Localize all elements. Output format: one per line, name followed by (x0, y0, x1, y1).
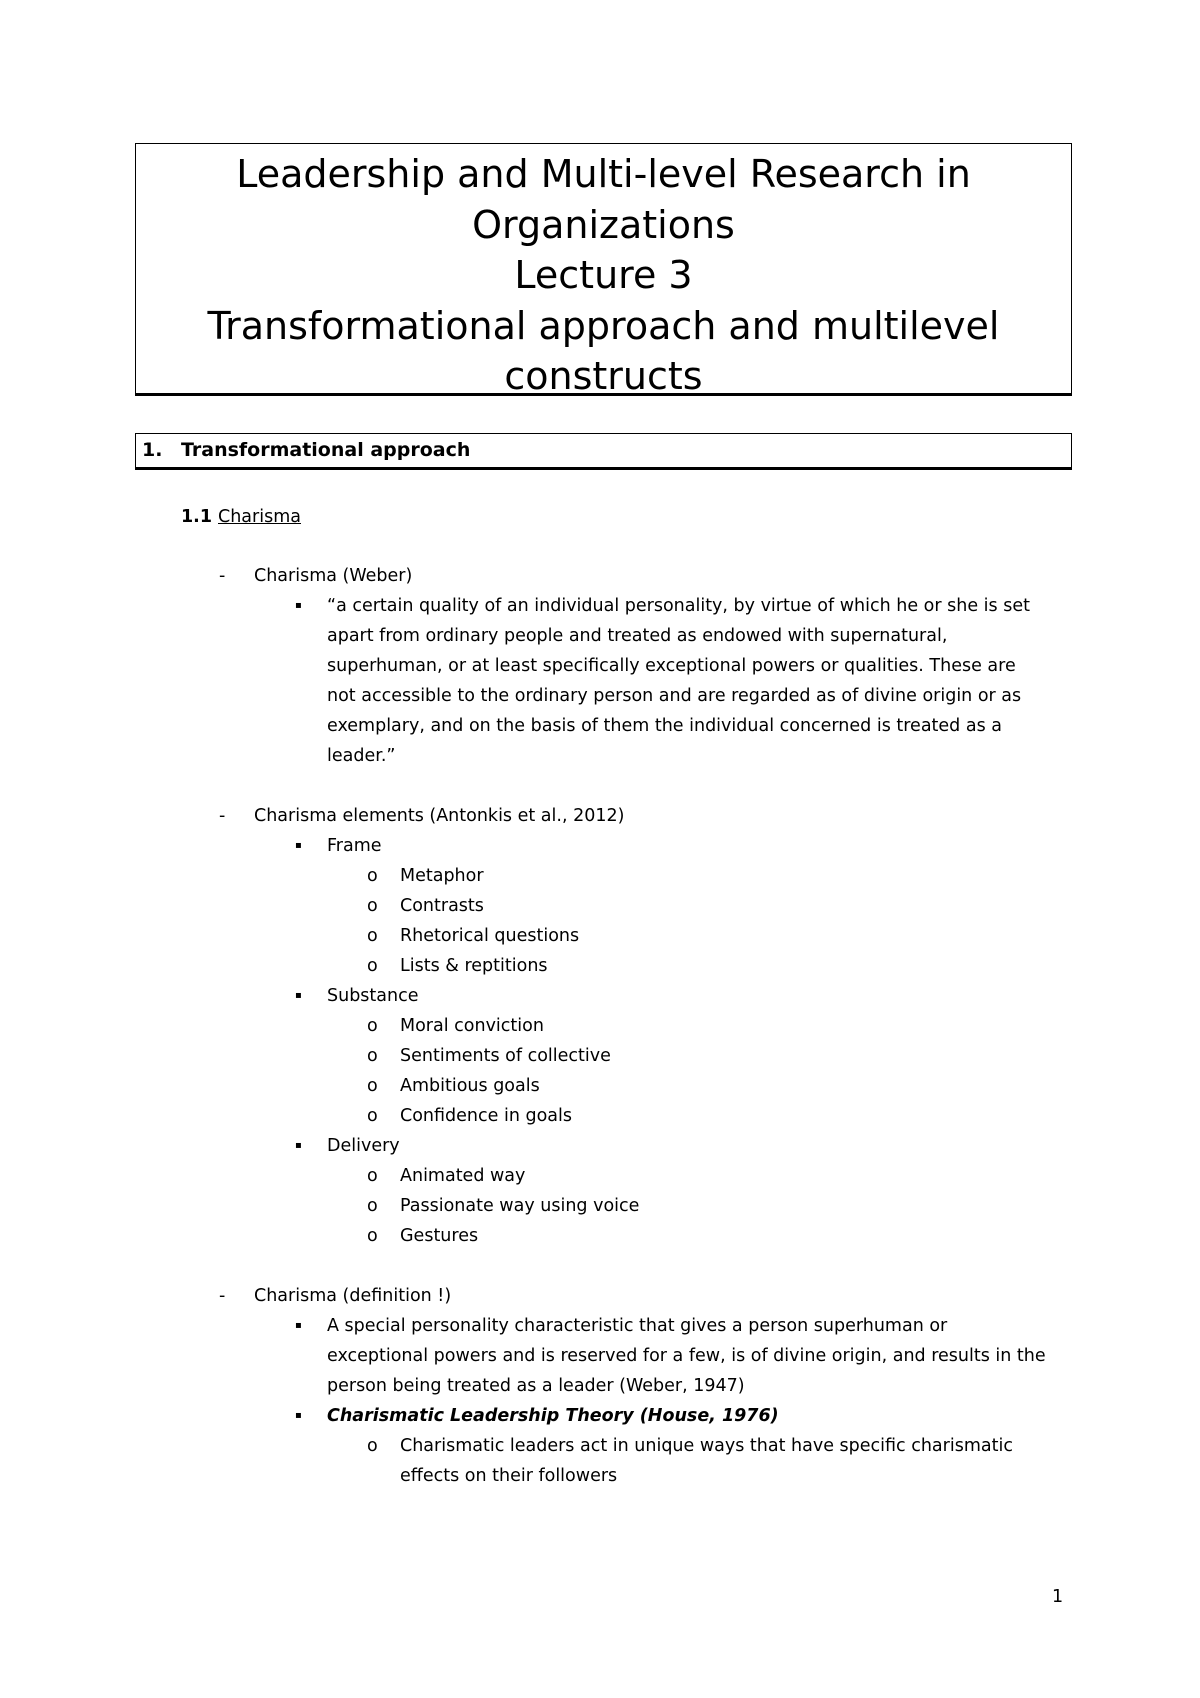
definition-line-1: A special personality characteristic that gives a person superhuman or (327, 1316, 948, 1336)
circle-bullet: o (367, 926, 378, 946)
group-substance: Substance (327, 986, 419, 1006)
weber-quote-line-1: “a certain quality of an individual personality, by virtue of which he or she is set (327, 596, 1030, 616)
circle-bullet: o (367, 1436, 378, 1456)
definition-label: Charisma (definition !) (254, 1286, 452, 1306)
frame-item-1: Metaphor (400, 866, 484, 886)
frame-item-3: Rhetorical questions (400, 926, 580, 946)
circle-bullet: o (367, 896, 378, 916)
group-delivery: Delivery (327, 1136, 400, 1156)
square-bullet: ▪ (295, 1410, 302, 1421)
circle-bullet: o (367, 866, 378, 886)
title-line-4: Transformational approach and multilevel (207, 303, 1000, 348)
document-title-box (135, 143, 1072, 396)
substance-item-4: Confidence in goals (400, 1106, 572, 1126)
circle-bullet: o (367, 1046, 378, 1066)
circle-bullet: o (367, 1016, 378, 1036)
title-line-5: constructs (504, 354, 703, 398)
group-frame: Frame (327, 836, 382, 856)
weber-quote-line-2: apart from ordinary people and treated as endowed with supernatural, (327, 626, 948, 646)
title-line-2: Organizations (472, 202, 735, 247)
circle-bullet: o (367, 1196, 378, 1216)
theory-line-2: effects on their followers (400, 1466, 618, 1486)
weber-quote-line-5: exemplary, and on the basis of them the individual concerned is treated as a (327, 716, 1002, 736)
section-number: 1. (142, 439, 163, 461)
elements-label: Charisma elements (Antonkis et al., 2012) (254, 806, 625, 826)
page-number: 1 (1052, 1587, 1064, 1607)
frame-item-2: Contrasts (400, 896, 484, 916)
substance-item-3: Ambitious goals (400, 1076, 540, 1096)
circle-bullet: o (367, 1226, 378, 1246)
definition-line-2: exceptional powers and is reserved for a few, is of divine origin, and results in the (327, 1346, 1046, 1366)
theory-heading: Charismatic Leadership Theory (House, 1976) (327, 1406, 779, 1426)
weber-quote-line-4: not accessible to the ordinary person and are regarded as of divine origin or as (327, 686, 1022, 706)
delivery-item-3: Gestures (400, 1226, 479, 1246)
delivery-item-1: Animated way (400, 1166, 526, 1186)
subsection-title: Charisma (218, 507, 301, 527)
square-bullet: ▪ (295, 1140, 302, 1151)
substance-item-2: Sentiments of collective (400, 1046, 611, 1066)
circle-bullet: o (367, 956, 378, 976)
title-line-3: Lecture 3 (514, 253, 693, 297)
circle-bullet: o (367, 1076, 378, 1096)
dash-bullet: - (219, 806, 226, 826)
title-line-1: Leadership and Multi-level Research in (236, 152, 971, 196)
dash-bullet: - (219, 1286, 226, 1306)
circle-bullet: o (367, 1106, 378, 1126)
theory-line-1: Charismatic leaders act in unique ways that have specific charismatic (400, 1436, 1013, 1456)
square-bullet: ▪ (295, 840, 302, 851)
subsection-number: 1.1 (181, 507, 213, 527)
square-bullet: ▪ (295, 990, 302, 1001)
weber-quote-line-3: superhuman, or at least specifically exceptional powers or qualities. These are (327, 656, 1016, 676)
section-heading-box (135, 433, 1072, 470)
weber-label: Charisma (Weber) (254, 566, 413, 586)
square-bullet: ▪ (295, 600, 302, 611)
dash-bullet: - (219, 566, 226, 586)
delivery-item-2: Passionate way using voice (400, 1196, 640, 1216)
substance-item-1: Moral conviction (400, 1016, 544, 1036)
section-title: Transformational approach (181, 439, 471, 461)
definition-line-3: person being treated as a leader (Weber, 1947) (327, 1376, 745, 1396)
frame-item-4: Lists & reptitions (400, 956, 548, 976)
circle-bullet: o (367, 1166, 378, 1186)
weber-quote-line-6: leader.” (327, 746, 396, 766)
square-bullet: ▪ (295, 1320, 302, 1331)
